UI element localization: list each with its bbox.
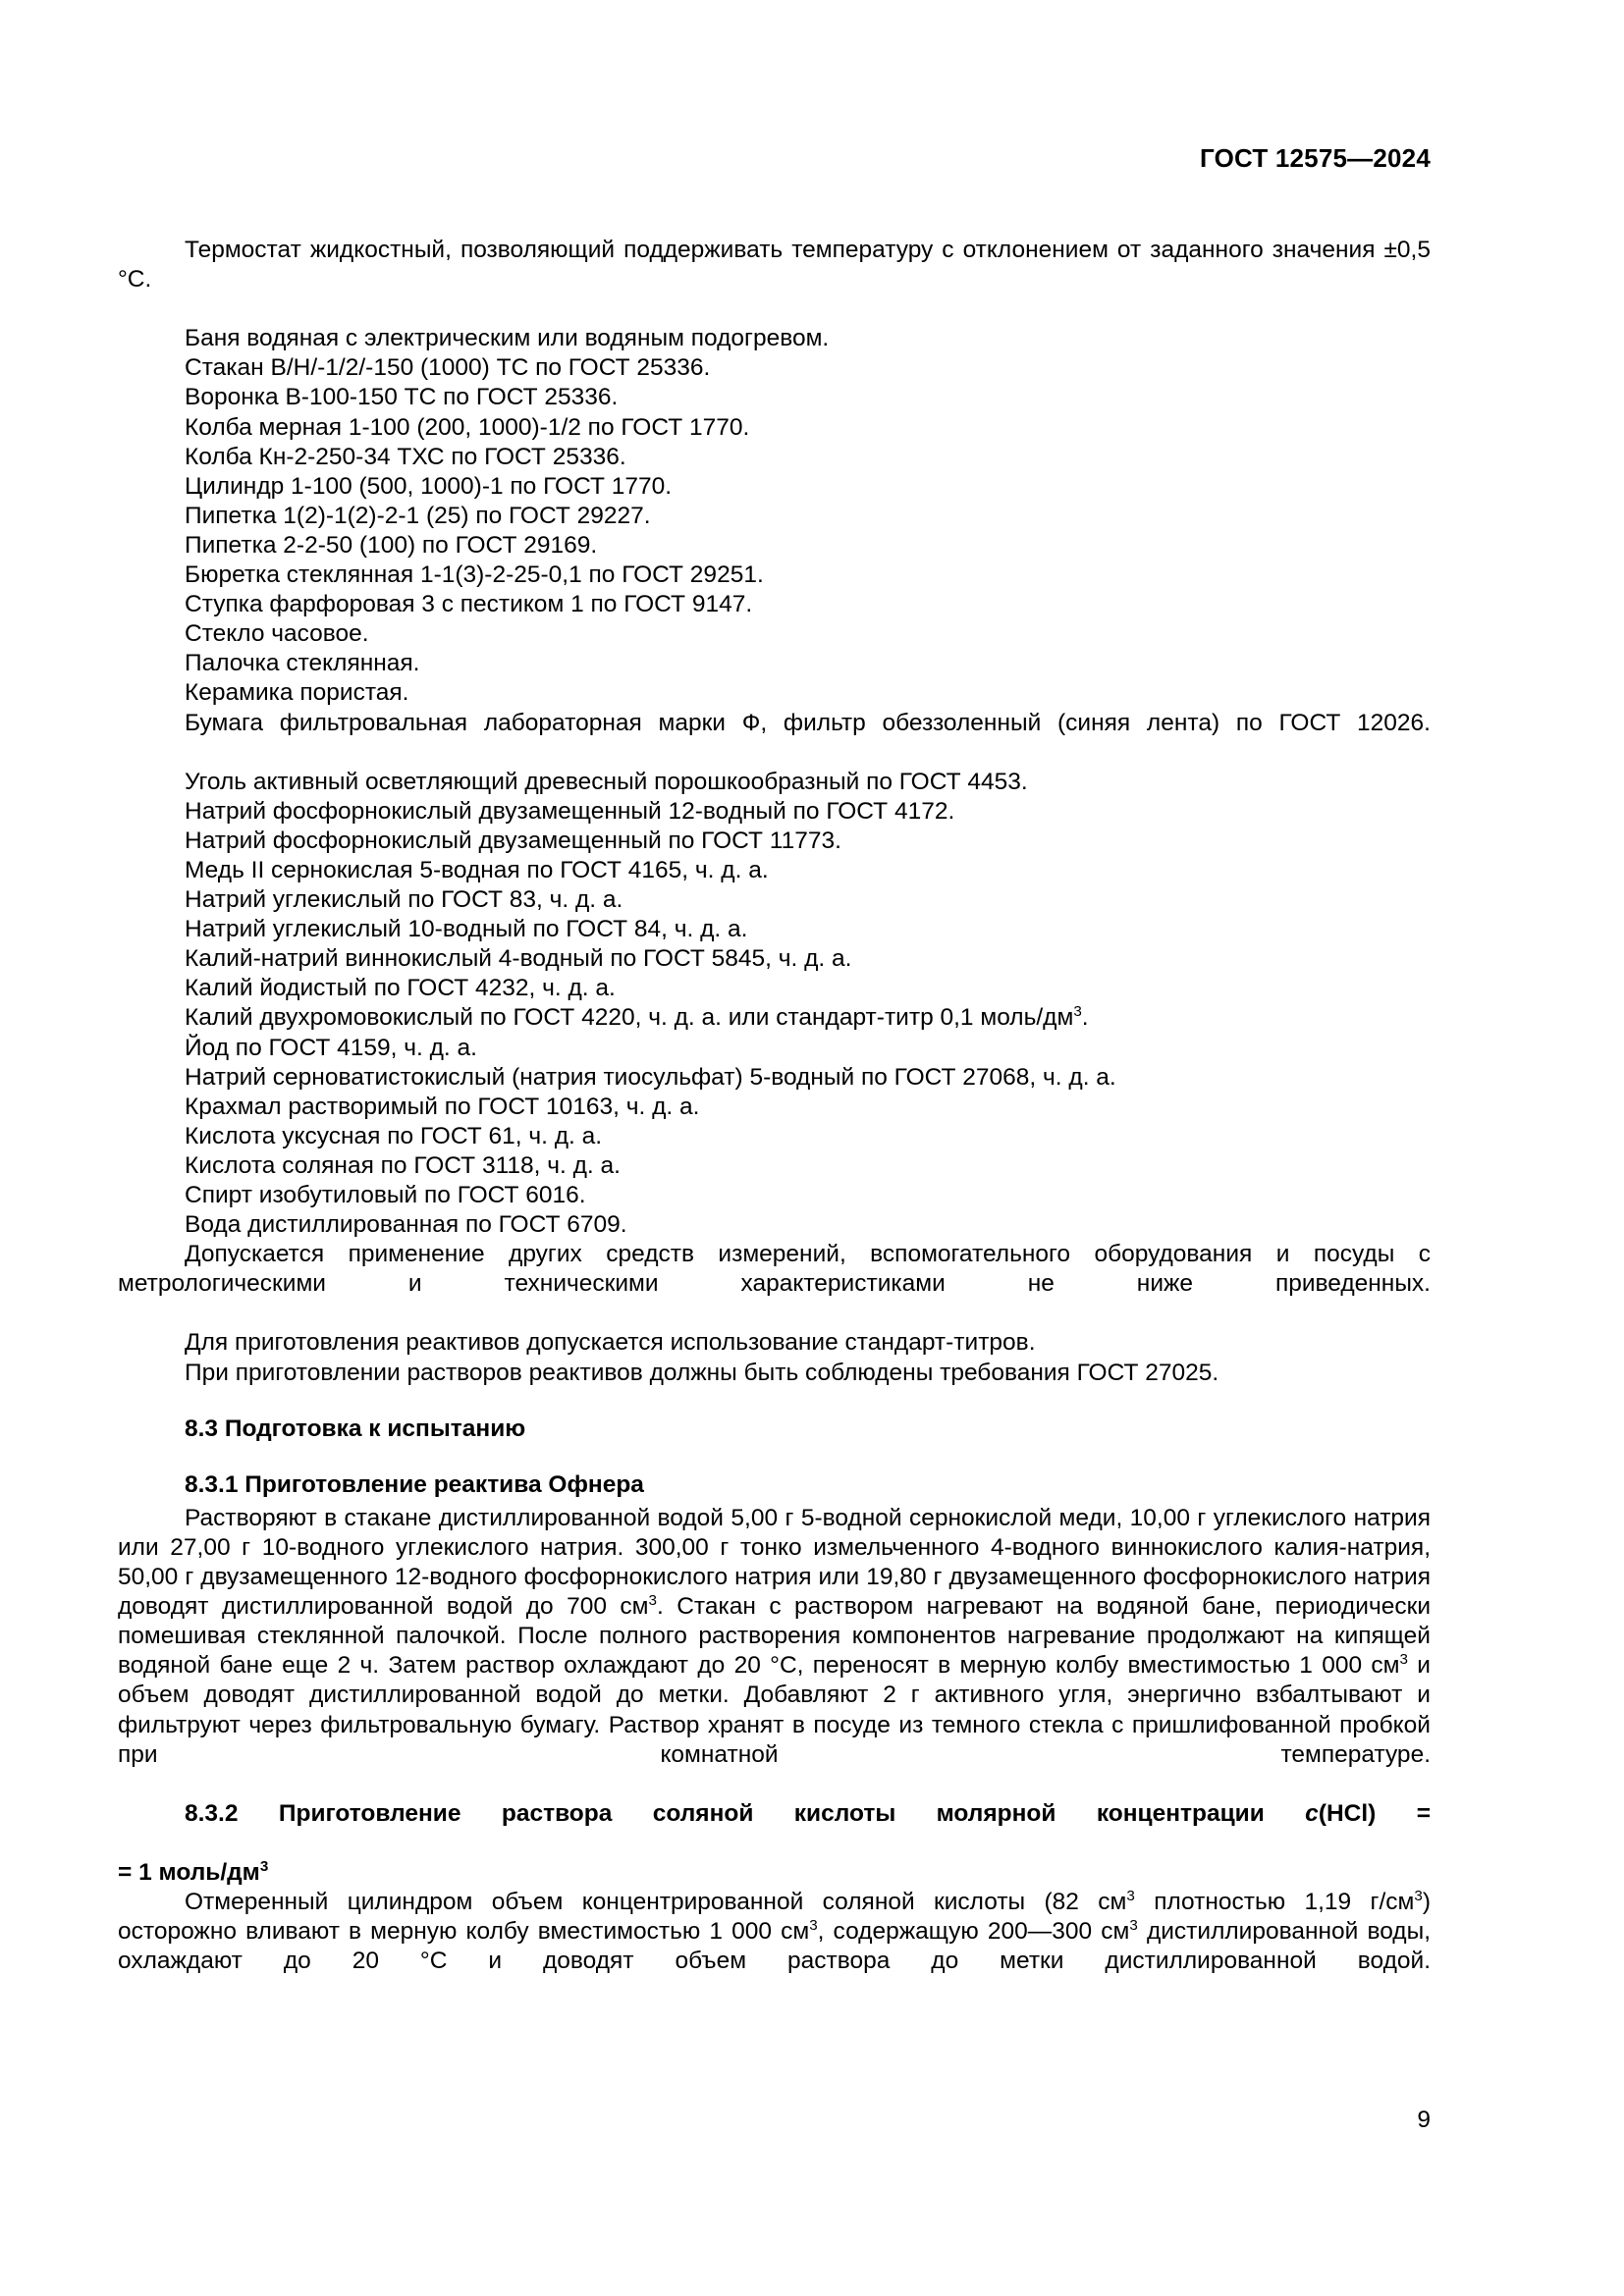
list-item: Кислота соляная по ГОСТ 3118, ч. д. а. [185,1151,621,1179]
list-item: Бюретка стеклянная 1-1(3)-2-25-0,1 по ГОСТ 29251. [185,561,764,589]
page-header: ГОСТ 12575—2024 [1200,143,1431,173]
list-item: Баня водяная с электрическим или водяным подогревом. [185,325,830,352]
superscript-cubic: 3 [1129,1917,1138,1934]
paragraph-8-3-1-body [118,1504,1431,1799]
list-item: Колба Кн-2-250-34 ТХС по ГОСТ 25336. [185,443,626,470]
para-text-5: дистиллированной воды, охлаждают до 20 °C и доводят объем раствора до метки дистиллированной водой. [118,1918,1432,1975]
list-item: Стекло часовое. [185,620,369,648]
list-item: Стакан В/Н/-1/2/-150 (1000) ТС по ГОСТ 25336. [185,354,711,382]
heading-italic-c: c [1305,1799,1319,1827]
list-item: Натрий фосфорнокислый двузамещенный 12-водный по ГОСТ 4172. [185,797,955,825]
heading-8-3-1: 8.3.1 Приготовление реактива Офнера [185,1470,644,1498]
superscript-cubic: 3 [648,1591,657,1609]
para-text-4: , содержащую 200—300 см [817,1918,1130,1946]
superscript-cubic: 3 [809,1917,818,1934]
heading-text-2: (HCl) = [1318,1799,1432,1827]
para-text-1: Отмеренный цилиндром объем концентрированной соляной кислоты (82 см [185,1889,1127,1916]
heading-line2-text: = 1 моль/дм [118,1858,260,1886]
list-item: Цилиндр 1-100 (500, 1000)-1 по ГОСТ 1770. [185,472,673,500]
list-item: Натрий серноватистокислый (натрия тиосульфат) 5-водный по ГОСТ 27068, ч. д. а. [185,1063,1116,1091]
list-item-potassium-dichromate [118,1003,1431,1033]
list-item: Воронка В-100-150 ТС по ГОСТ 25336. [185,384,619,411]
superscript-cubic: 3 [259,1857,269,1875]
list-item: Спирт изобутиловый по ГОСТ 6016. [185,1182,586,1208]
paragraph-filter-paper: Бумага фильтровальная лабораторная марки Ф, фильтр обеззоленный (синяя лента) по ГОСТ 12026. [185,709,1431,736]
superscript-cubic: 3 [1126,1887,1135,1904]
para-text-3: и объем доводят дистиллированной водой до метки. Добавляют 2 г активного угля, энергично взбалтывают и фильтруют через фильтровальную бумагу. Раствор хранят в посуде из темного стекла с пришлифованной пробкой при комнатной температуре. [118,1652,1431,1768]
list-item: Пипетка 1(2)-1(2)-2-1 (25) по ГОСТ 29227. [185,502,651,529]
paragraph-thermostat: Термостат жидкостный, позволяющий поддерживать температуру с отклонением от заданного значения ±0,5 °C. [118,237,1431,294]
list-item: Йод по ГОСТ 4159, ч. д. а. [185,1034,477,1061]
item-text: Калий двухромовокислый по ГОСТ 4220, ч. д. а. или стандарт-титр 0,1 моль/дм [185,1004,1074,1032]
heading-text-1: 8.3.2 Приготовление раствора соляной кислоты молярной концентрации [185,1799,1306,1827]
list-item: Вода дистиллированная по ГОСТ 6709. [185,1211,627,1239]
list-item: Колба мерная 1-100 (200, 1000)-1/2 по ГОСТ 1770. [185,413,750,441]
spacer [118,1388,1431,1415]
para-text-3: ) осторожно вливают в мерную колбу вместимостью 1 000 см [118,1889,1431,1946]
page-content [118,236,1431,2005]
list-item: Натрий углекислый по ГОСТ 83, ч. д. а. [185,886,623,914]
list-item: Калий-натрий виннокислый 4-водный по ГОСТ 5845, ч. д. а. [185,945,852,973]
item-text-tail: . [1081,1004,1089,1032]
paragraph-standard-titres: Для приготовления реактивов допускается использование стандарт-титров. [185,1329,1036,1357]
list-item: Натрий фосфорнокислый двузамещенный по ГОСТ 11773. [185,827,841,854]
page-number: 9 [1417,2107,1431,2133]
para-text-2: . Стакан с раствором нагревают на водяной бане, периодически помешивая стеклянной палочкой. После полного растворения компонентов нагревание продолжают на кипящей водяной бане еще 2 ч. Затем раствор охлаждают до 20 °C, переносят в мерную колбу вместимостью 1 000 см [118,1593,1431,1680]
paragraph-allowance: Допускается применение других средств измерений, вспомогательного оборудования и посуды с метрологическими и техническими характеристиками не ниже приведенных. [118,1241,1431,1298]
list-item: Пипетка 2-2-50 (100) по ГОСТ 29169. [185,531,598,559]
paragraph-requirements: При приготовлении растворов реактивов должны быть соблюдены требования ГОСТ 27025. [185,1359,1219,1386]
list-item: Уголь активный осветляющий древесный порошкообразный по ГОСТ 4453. [185,768,1028,795]
para-text-2: плотностью 1,19 г/см [1134,1889,1415,1916]
superscript-cubic: 3 [1399,1651,1408,1669]
list-item: Палочка стеклянная. [185,650,420,677]
list-item: Керамика пористая. [185,679,409,707]
heading-8-3: 8.3 Подготовка к испытанию [185,1415,526,1442]
list-item: Ступка фарфоровая 3 с пестиком 1 по ГОСТ 9147. [185,591,753,618]
list-item: Натрий углекислый 10-водный по ГОСТ 84, ч. д. а. [185,916,748,943]
heading-8-3-2 [118,1799,1431,1858]
list-item: Медь II сернокислая 5-водная по ГОСТ 4165, ч. д. а. [185,856,769,883]
list-item: Крахмал растворимый по ГОСТ 10163, ч. д. а. [185,1093,700,1120]
superscript-cubic: 3 [1073,1003,1082,1021]
superscript-cubic: 3 [1414,1887,1423,1904]
para-text-1: Растворяют в стакане дистиллированной водой 5,00 г 5-водной сернокислой меди, 10,00 г углекислого натрия или 27,00 г 10-водного углекислого натрия. 300,00 г тонко измельченного 4-водного виннокислого калия-натрия, 50,00 г двузамещенного 12-водного фосфорнокислого натрия или 19,80 г двузамещенного фосфорнокислого натрия доводят дистиллированной водой до 700 см [118,1504,1431,1621]
paragraph-8-3-2-body [118,1888,1431,2005]
heading-8-3-2-line2 [118,1858,1431,1888]
list-item: Кислота уксусная по ГОСТ 61, ч. д. а. [185,1122,603,1149]
list-item: Калий йодистый по ГОСТ 4232, ч. д. а. [185,975,616,1002]
spacer [118,1444,1431,1470]
